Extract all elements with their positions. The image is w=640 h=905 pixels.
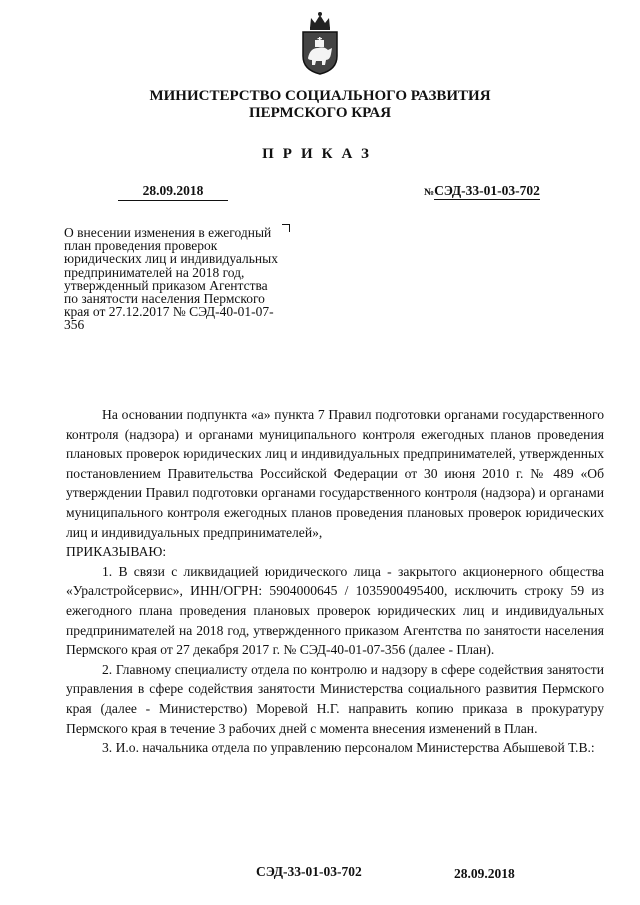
document-number-value: СЭД-33-01-03-702: [434, 183, 540, 198]
order-item-2: 2. Главному специалисту отдела по контролю и надзору в сфере содействия занятости управления в сфере содействия занятости Министерства социального развития Пермского края (далее - Министерство) Моревой Н.Г. направить копию приказа в прокуратуру Пермского края в течение 3 рабочих дней с момента внесения изменений в План.: [66, 661, 604, 736]
intro-paragraph: На основании подпункта «а» пункта 7 Правил подготовки органами государственного контроля (надзора) и органами муниципального контроля ежегодных планов проведения плановых проверок юридических лиц и индивидуальных предпринимателей, утвержденных постановлением Правительства Российской Федерации от 30 июня 2010 г. № 489 «Об утверждении Правил подготовки органами государственного контроля (надзора) и органами муниципального контроля ежегодных планов проведения плановых проверок юридических лиц и индивидуальных предпринимателей»,: [66, 407, 604, 540]
order-word: ПРИКАЗЫВАЮ:: [66, 544, 167, 560]
document-date: 28.09.2018: [118, 183, 228, 201]
document-number: [424, 183, 540, 199]
document-type: ПРИКАЗ: [262, 146, 378, 162]
number-sign: №: [424, 187, 435, 198]
document-body: [66, 405, 604, 758]
order-item-1: 1. В связи с ликвидацией юридического лица - закрытого акционерного общества «Уралстройсервис», ИНН/ОГРН: 5904000645 / 1035900495400, исключить строку 59 из ежегодного плана проведения плановых проверок юридических лиц и индивидуальных предпринимателей на 2018 год, утвержденного приказом Агентства по занятости населения Пермского края от 27 декабря 2017 г. № СЭД-40-01-07-356 (далее - План).: [66, 563, 604, 658]
corner-bracket-mark: [282, 224, 290, 232]
footer-document-number: СЭД-33-01-03-702: [256, 864, 362, 879]
footer-document-date: 28.09.2018: [454, 866, 515, 881]
coat-of-arms-icon: [298, 10, 342, 76]
document-subject: О внесении изменения в ежегодный план проведения проверок юридических лиц и индивидуальных предпринимателей на 2018 год, утвержденный приказом Агентства по занятости населения Пермского края от 27.12.2017 № СЭД-40-01-07-356: [64, 225, 278, 333]
ministry-name-line1: МИНИСТЕРСТВО СОЦИАЛЬНОГО РАЗВИТИЯ: [149, 88, 491, 104]
order-item-3: 3. И.о. начальника отдела по управлению персоналом Министерства Абышевой Т.В.:: [102, 740, 595, 756]
ministry-name-line2: ПЕРМСКОГО КРАЯ: [248, 105, 392, 121]
